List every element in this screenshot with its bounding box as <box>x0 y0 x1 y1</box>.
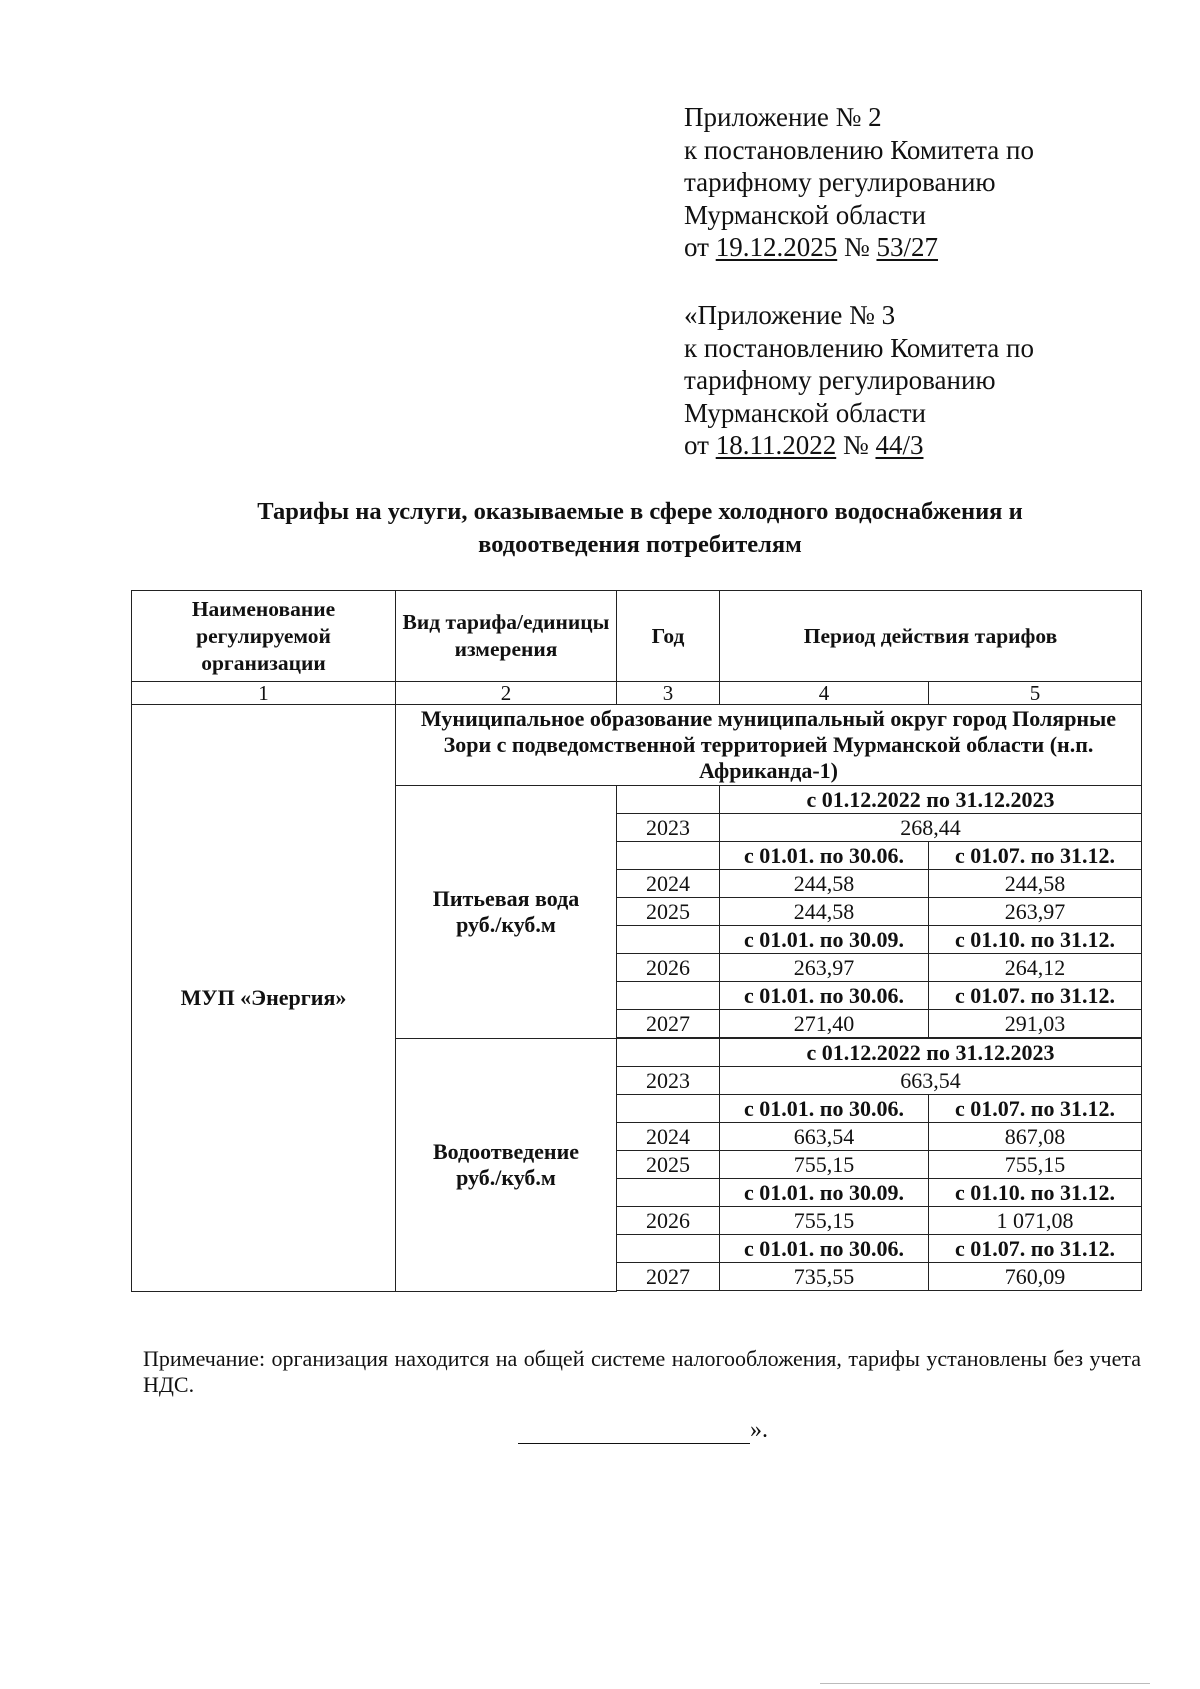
wastewater-period-h2-a: с 01.01. по 30.06. <box>720 1235 929 1263</box>
wastewater-period-q3-a: с 01.01. по 30.09. <box>720 1179 929 1207</box>
drinking-water-value-2023: 268,44 <box>720 814 1142 842</box>
wastewater-label-line2: руб./куб.м <box>456 1164 556 1190</box>
drinking-water-value-2027-b: 291,03 <box>929 1010 1142 1038</box>
signature-line <box>518 1421 750 1444</box>
drinking-water-year-2023: 2023 <box>617 814 720 842</box>
appendix-previous-date-line <box>684 429 1104 462</box>
table-row <box>132 705 1142 786</box>
drinking-water-label <box>396 786 617 1039</box>
drinking-water-label-line1: Питьевая вода <box>432 886 580 911</box>
year-cell-empty <box>617 1179 720 1207</box>
wastewater-period-h1-b: с 01.07. по 31.12. <box>929 1095 1142 1123</box>
appendix-previous-header <box>684 299 1104 462</box>
header-year: Год <box>617 591 720 682</box>
drinking-water-value-2025-b: 263,97 <box>929 898 1142 926</box>
column-number-3: 3 <box>617 682 720 705</box>
wastewater-year-2024: 2024 <box>617 1123 720 1151</box>
year-cell-empty <box>617 1095 720 1123</box>
tax-note: Примечание: организация находится на общей системе налогообложения, тарифы установлены без учета НДС. <box>143 1346 1141 1397</box>
wastewater-year-2027: 2027 <box>617 1263 720 1291</box>
year-cell-empty <box>617 842 720 870</box>
drinking-water-value-2024-b: 244,58 <box>929 870 1142 898</box>
wastewater-period-h2-b: с 01.07. по 31.12. <box>929 1235 1142 1263</box>
appendix-current-line3: тарифному регулированию <box>684 167 996 197</box>
drinking-water-period-h1-a: с 01.01. по 30.06. <box>720 842 929 870</box>
appendix-previous-line4: Мурманской области <box>684 397 926 428</box>
document-title <box>140 495 1140 561</box>
wastewater-value-2027-a: 735,55 <box>720 1263 929 1291</box>
appendix-previous-number-prefix: № <box>836 430 876 460</box>
municipality-name: Муниципальное образование муниципальный округ город Полярные Зори с подведомственной территорией Мурманской области (н.п. Африканда-1) <box>396 705 1142 786</box>
column-number-5: 5 <box>929 682 1142 705</box>
drinking-water-year-2025: 2025 <box>617 898 720 926</box>
column-number-2: 2 <box>396 682 617 705</box>
appendix-current-date-line <box>684 231 1104 264</box>
drinking-water-value-2027-a: 271,40 <box>720 1010 929 1038</box>
column-numbers-row <box>132 682 1142 705</box>
wastewater-value-2026-a: 755,15 <box>720 1207 929 1235</box>
year-cell-empty <box>617 926 720 954</box>
wastewater-value-2026-b: 1 071,08 <box>929 1207 1142 1235</box>
header-tariff-type: Вид тарифа/единицы измерения <box>396 591 617 682</box>
wastewater-label-line1: Водоотведение <box>432 1138 580 1164</box>
drinking-water-value-2024-a: 244,58 <box>720 870 929 898</box>
wastewater-value-2023: 663,54 <box>720 1067 1142 1095</box>
table-header-row <box>132 591 1142 682</box>
closing-mark <box>518 1417 768 1444</box>
wastewater-value-2027-b: 760,09 <box>929 1263 1142 1291</box>
appendix-current-line2: к постановлению Комитета по <box>684 134 1034 165</box>
appendix-previous-date-prefix: от <box>684 430 716 460</box>
year-cell-empty <box>617 1235 720 1263</box>
drinking-water-value-2026-b: 264,12 <box>929 954 1142 982</box>
wastewater-label <box>396 1039 617 1292</box>
wastewater-value-2025-a: 755,15 <box>720 1151 929 1179</box>
appendix-current-line1: Приложение № 2 <box>684 102 882 132</box>
drinking-water-value-2025-a: 244,58 <box>720 898 929 926</box>
column-number-1: 1 <box>132 682 396 705</box>
year-cell-empty <box>617 1039 720 1067</box>
tariffs-table <box>131 590 1142 1292</box>
drinking-water-year-2024: 2024 <box>617 870 720 898</box>
appendix-current-header <box>684 101 1104 264</box>
appendix-current-date-prefix: от <box>684 232 716 262</box>
drinking-water-period-q3-a: с 01.01. по 30.09. <box>720 926 929 954</box>
appendix-previous-date: 18.11.2022 <box>715 430 837 460</box>
wastewater-period-h1-a: с 01.01. по 30.06. <box>720 1095 929 1123</box>
drinking-water-period-q3-b: с 01.10. по 31.12. <box>929 926 1142 954</box>
wastewater-value-2024-a: 663,54 <box>720 1123 929 1151</box>
header-period: Период действия тарифов <box>720 591 1142 682</box>
appendix-previous-line1: «Приложение № 3 <box>684 300 896 330</box>
wastewater-value-2025-b: 755,15 <box>929 1151 1142 1179</box>
column-number-4: 4 <box>720 682 929 705</box>
appendix-current-date: 19.12.2025 <box>715 232 838 262</box>
wastewater-value-2024-b: 867,08 <box>929 1123 1142 1151</box>
document-title-line1: Тарифы на услуги, оказываемые в сфере холодного водоснабжения и <box>257 498 1023 525</box>
header-org: Наименование регулируемой организации <box>132 591 396 682</box>
wastewater-period-full: с 01.12.2022 по 31.12.2023 <box>720 1039 1142 1067</box>
organization-name: МУП «Энергия» <box>132 705 396 1292</box>
appendix-current-number-prefix: № <box>837 232 877 262</box>
appendix-previous-number: 44/3 <box>875 430 924 460</box>
wastewater-year-2023: 2023 <box>617 1067 720 1095</box>
drinking-water-period-h1-b: с 01.07. по 31.12. <box>929 842 1142 870</box>
wastewater-year-2025: 2025 <box>617 1151 720 1179</box>
appendix-current-line4: Мурманской области <box>684 199 926 230</box>
drinking-water-period-full: с 01.12.2022 по 31.12.2023 <box>720 786 1142 814</box>
appendix-previous-line3: тарифному регулированию <box>684 365 996 395</box>
document-title-line2: водоотведения потребителям <box>478 531 802 558</box>
drinking-water-value-2026-a: 263,97 <box>720 954 929 982</box>
wastewater-period-q3-b: с 01.10. по 31.12. <box>929 1179 1142 1207</box>
drinking-water-year-2027: 2027 <box>617 1010 720 1038</box>
drinking-water-period-h2-b: с 01.07. по 31.12. <box>929 982 1142 1010</box>
closing-quote: ». <box>750 1417 768 1443</box>
appendix-current-number: 53/27 <box>876 232 938 262</box>
page-bottom-rule <box>820 1683 1150 1684</box>
year-cell-empty <box>617 786 720 814</box>
drinking-water-year-2026: 2026 <box>617 954 720 982</box>
year-cell-empty <box>617 982 720 1010</box>
wastewater-year-2026: 2026 <box>617 1207 720 1235</box>
drinking-water-label-line2: руб./куб.м <box>456 912 556 937</box>
drinking-water-period-h2-a: с 01.01. по 30.06. <box>720 982 929 1010</box>
appendix-previous-line2: к постановлению Комитета по <box>684 332 1034 363</box>
